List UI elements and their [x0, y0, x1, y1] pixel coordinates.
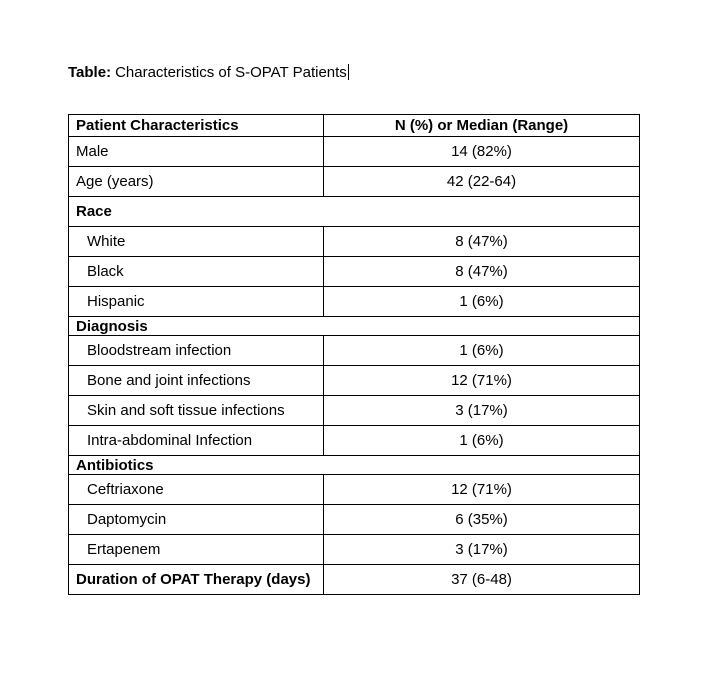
table-row: [69, 505, 640, 535]
column-header-characteristics[interactable]: Patient Characteristics: [69, 115, 324, 137]
row-value[interactable]: 42 (22-64): [324, 167, 640, 197]
table-row: [69, 565, 640, 595]
row-value[interactable]: 8 (47%): [324, 257, 640, 287]
caption-text: Characteristics of S-OPAT Patients: [115, 64, 347, 81]
section-label[interactable]: Antibiotics: [69, 456, 640, 475]
section-label[interactable]: Diagnosis: [69, 317, 640, 336]
row-label[interactable]: Bone and joint infections: [69, 366, 324, 396]
row-label[interactable]: Daptomycin: [69, 505, 324, 535]
table-row: [69, 426, 640, 456]
row-label[interactable]: Skin and soft tissue infections: [69, 396, 324, 426]
table-row: [69, 535, 640, 565]
row-value[interactable]: 8 (47%): [324, 227, 640, 257]
row-value[interactable]: 12 (71%): [324, 366, 640, 396]
row-label[interactable]: Hispanic: [69, 287, 324, 317]
table-row: [69, 257, 640, 287]
row-value[interactable]: 1 (6%): [324, 287, 640, 317]
row-value[interactable]: 37 (6-48): [324, 565, 640, 595]
section-row: [69, 197, 640, 227]
row-value[interactable]: 3 (17%): [324, 396, 640, 426]
row-label[interactable]: Black: [69, 257, 324, 287]
table-body: [69, 137, 640, 595]
table-row: [69, 287, 640, 317]
row-value[interactable]: 14 (82%): [324, 137, 640, 167]
section-row: [69, 456, 640, 475]
row-value[interactable]: 1 (6%): [324, 336, 640, 366]
row-label[interactable]: Age (years): [69, 167, 324, 197]
section-row: [69, 317, 640, 336]
table-row: [69, 366, 640, 396]
row-value[interactable]: 1 (6%): [324, 426, 640, 456]
patient-characteristics-table: [68, 114, 640, 595]
row-value[interactable]: 3 (17%): [324, 535, 640, 565]
section-label[interactable]: Race: [69, 197, 640, 227]
table-header-row: [69, 115, 640, 137]
table-row: [69, 137, 640, 167]
row-label[interactable]: White: [69, 227, 324, 257]
row-label[interactable]: Intra-abdominal Infection: [69, 426, 324, 456]
table-row: [69, 227, 640, 257]
table-row: [69, 167, 640, 197]
table-row: [69, 396, 640, 426]
text-cursor: [348, 64, 350, 80]
table-row: [69, 475, 640, 505]
row-label[interactable]: Ertapenem: [69, 535, 324, 565]
row-label[interactable]: Ceftriaxone: [69, 475, 324, 505]
column-header-values[interactable]: N (%) or Median (Range): [324, 115, 640, 137]
row-label[interactable]: Duration of OPAT Therapy (days): [69, 565, 324, 595]
row-label[interactable]: Male: [69, 137, 324, 167]
caption-prefix: Table:: [68, 64, 112, 81]
row-value[interactable]: 6 (35%): [324, 505, 640, 535]
table-row: [69, 336, 640, 366]
row-value[interactable]: 12 (71%): [324, 475, 640, 505]
row-label[interactable]: Bloodstream infection: [69, 336, 324, 366]
table-caption[interactable]: [68, 64, 349, 82]
